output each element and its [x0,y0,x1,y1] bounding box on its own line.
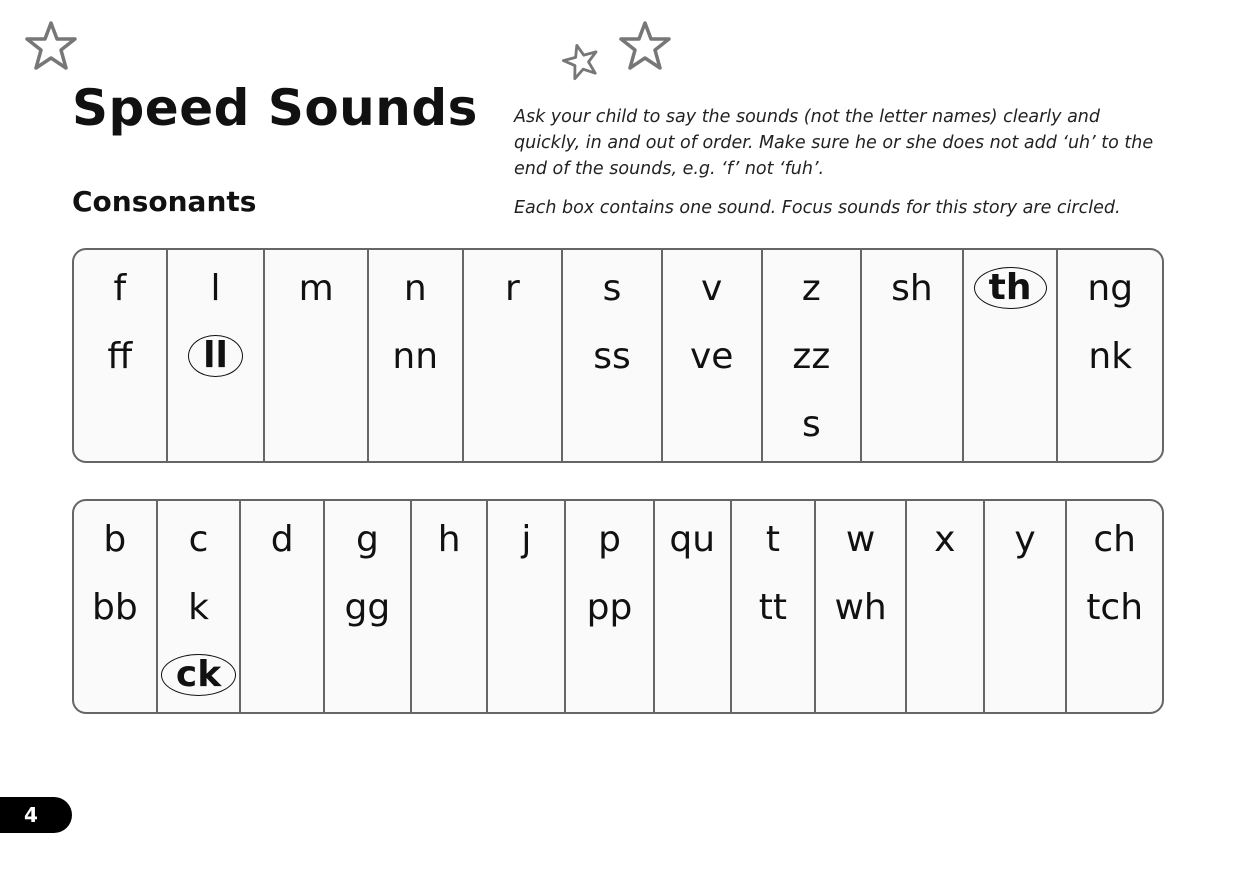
instruction-text: Ask your child to say the sounds (not the letter names) clearly and quickly, in and out of order. Make sure he or she does not add ‘uh’ to the end of the sounds, e.g. ‘f’ not ‘fuh’. [514,107,1154,179]
sound [563,326,661,386]
sound [566,509,653,569]
sound-label: h [437,518,461,560]
sound [369,258,462,318]
sound-label: ll [188,335,243,377]
sound-label: d [270,518,294,560]
sound [763,258,861,318]
sound [325,577,410,637]
sound-label: s [801,403,821,445]
sound [907,509,983,569]
sound-label: l [210,267,221,309]
sound-label: pp [586,586,633,628]
sound-label: tch [1086,586,1144,628]
sound-label: t [765,518,780,560]
sound-column [1067,501,1162,712]
sound-column [985,501,1068,712]
sound-column [158,501,242,712]
sound-label: g [355,518,379,560]
sound-label: b [103,518,127,560]
sound-column [763,250,863,461]
sound [1058,326,1162,386]
sound [74,509,156,569]
sound [763,326,861,386]
sound-column [732,501,817,712]
sound-column [325,501,412,712]
focus-sound [168,326,264,386]
sound-label: wh [834,586,887,628]
sound-label: m [298,267,334,309]
sound [563,258,661,318]
sound-column [816,501,907,712]
sound [241,509,323,569]
sound [655,509,730,569]
sound [663,326,761,386]
sound-label: qu [669,518,716,560]
sound [732,509,815,569]
sound [566,577,653,637]
sound-column [655,501,732,712]
sound [816,577,905,637]
sound-column [964,250,1059,461]
sound [168,258,264,318]
section-subtitle: Consonants [72,185,257,218]
sound-label: nk [1088,335,1133,377]
sound-column [241,501,325,712]
sound-column [74,250,168,461]
sound [325,509,410,569]
sound [74,326,166,386]
sound [763,394,861,454]
star-icon [24,20,78,72]
sound [816,509,905,569]
sound-label: k [188,586,209,628]
sound-column [488,501,566,712]
sound-label: tt [758,586,788,628]
sound [1067,509,1162,569]
sound-label: ss [593,335,631,377]
sound-label: nn [392,335,439,377]
sound-column [566,501,655,712]
sound-column [563,250,663,461]
sound-column [369,250,464,461]
page-number-badge: 4 [0,797,72,833]
sound-label: f [113,267,127,309]
sound-column [464,250,564,461]
sound-label: s [602,267,622,309]
sound [488,509,564,569]
sound-column [862,250,964,461]
sound-label: z [801,267,821,309]
instruction-note: Each box contains one sound. Focus sounds for this story are circled. [514,198,1121,218]
sound-label: sh [891,267,933,309]
focus-sound [964,258,1057,318]
sound-label: c [188,518,209,560]
sound-label: ff [107,335,133,377]
sound-label: gg [344,586,391,628]
sound [732,577,815,637]
sound [158,509,240,569]
sound-label: v [701,267,723,309]
sound [1058,258,1162,318]
star-icon [562,42,600,80]
page-title: Speed Sounds [72,79,478,137]
sound [412,509,487,569]
sound [663,258,761,318]
sound-label: x [934,518,956,560]
sound [369,326,462,386]
sound-label: y [1014,518,1036,560]
sound-grid-1 [72,248,1164,463]
sound-column [412,501,489,712]
sound-label: w [845,518,876,560]
sound [74,258,166,318]
sound-column [663,250,763,461]
sound [74,577,156,637]
sound-label: j [521,518,532,560]
sound-label: ve [689,335,734,377]
sound-label: ck [161,654,236,696]
sound-label: p [598,518,621,560]
sound-column [168,250,266,461]
star-icon [618,20,672,72]
sound [158,577,240,637]
sound-label: ch [1093,518,1136,560]
sound-grid-2 [72,499,1164,714]
sound-label: th [974,267,1047,309]
sound [862,258,962,318]
sound-column [1058,250,1162,461]
sound-column [907,501,985,712]
sound-column [74,501,158,712]
sound-label: ng [1087,267,1134,309]
sound-label: n [403,267,427,309]
sound-label: zz [792,335,831,377]
sound-label: r [504,267,520,309]
sound [985,509,1066,569]
sound [1067,577,1162,637]
sound [265,258,367,318]
sound-label: bb [91,586,138,628]
sound-column [265,250,369,461]
focus-sound [158,645,240,705]
sound [464,258,562,318]
